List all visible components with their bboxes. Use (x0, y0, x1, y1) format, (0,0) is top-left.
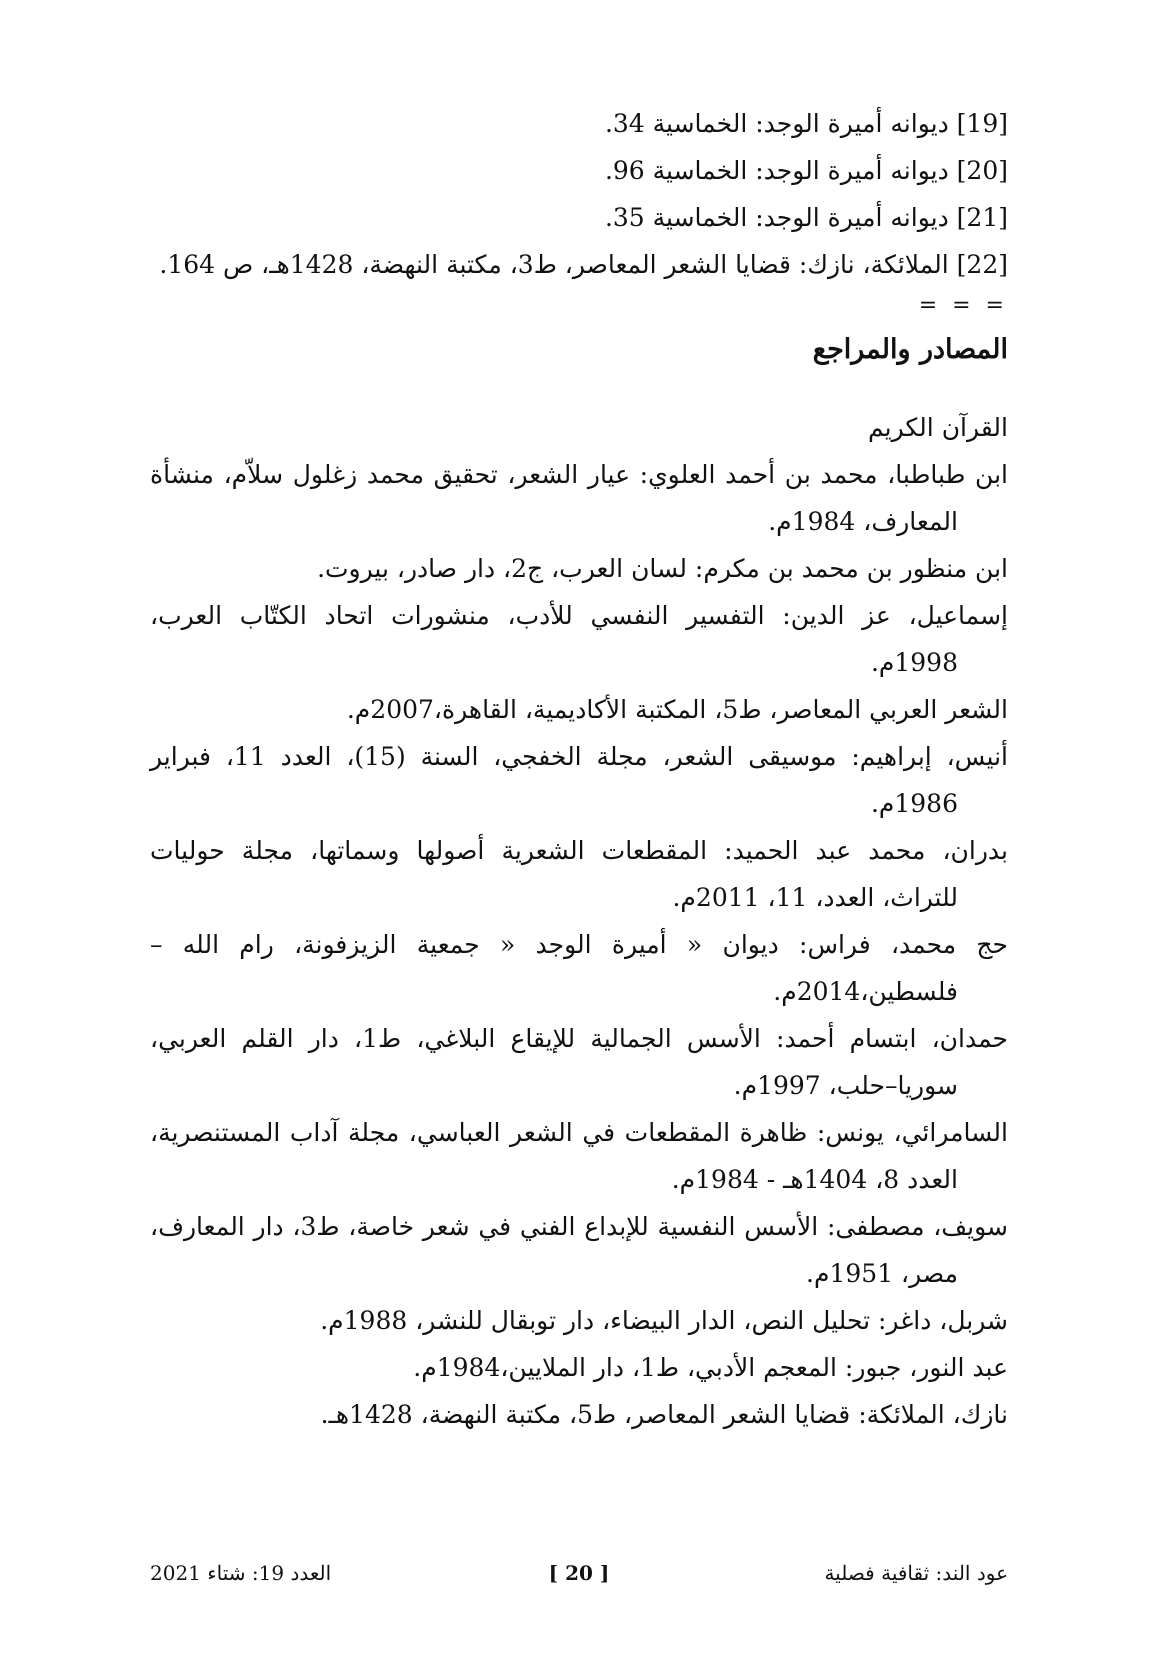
reference-item: عبد النور، جبور: المعجم الأدبي، ط1، دار الملايين،1984م. (413, 1353, 1008, 1382)
endnote-19: [19] ديوانه أميرة الوجد: الخماسية 34. (604, 109, 1008, 138)
footer-journal-name: عود الند: ثقافية فصلية (824, 1561, 1008, 1585)
reference-item: بدران، محمد عبد الحميد: المقطعات الشعرية أصولها وسماتها، مجلة حوليات للتراث، العدد، 11، 2011م. (150, 836, 1008, 912)
endnote-21: [21] ديوانه أميرة الوجد: الخماسية 35. (604, 203, 1008, 232)
reference-item: أنيس، إبراهيم: موسيقى الشعر، مجلة الخفجي، السنة (15)، العدد 11، فبراير 1986م. (150, 742, 1008, 818)
references-list (150, 404, 1008, 1438)
reference-item: نازك، الملائكة: قضايا الشعر المعاصر، ط5، مكتبة النهضة، 1428هـ. (320, 1400, 1008, 1429)
section-title: المصادر والمراجع (812, 334, 1008, 365)
page-footer (150, 1555, 1008, 1591)
reference-item: الشعر العربي المعاصر، ط5، المكتبة الأكاديمية، القاهرة،2007م. (346, 695, 1008, 724)
reference-item: إسماعيل، عز الدين: التفسير النفسي للأدب، منشورات اتحاد الكتّاب العرب، 1998م. (150, 601, 1008, 677)
footer-issue: العدد 19: شتاء 2021 (150, 1561, 332, 1585)
reference-item: حج محمد، فراس: ديوان « أميرة الوجد « جمعية الزيزفونة، رام الله – فلسطين،2014م. (150, 930, 1008, 1006)
footer-page-number: [ 20 ] (548, 1561, 610, 1585)
endnotes (150, 100, 1008, 288)
reference-item: ابن منظور بن محمد بن مكرم: لسان العرب، ج2، دار صادر، بيروت. (317, 554, 1008, 583)
reference-item: سويف، مصطفى: الأسس النفسية للإبداع الفني في شعر خاصة، ط3، دار المعارف، مصر، 1951م. (150, 1212, 1008, 1288)
endnote-22: [22] الملائكة، نازك: قضايا الشعر المعاصر، ط3، مكتبة النهضة، 1428هـ، ص 164. (159, 250, 1008, 279)
reference-item: شربل، داغر: تحليل النص، الدار البيضاء، دار توبقال للنشر، 1988م. (320, 1306, 1008, 1335)
reference-item: السامرائي، يونس: ظاهرة المقطعات في الشعر العباسي، مجلة آداب المستنصرية، العدد 8، 1404هـ - 1984م. (150, 1118, 1008, 1194)
endnote-20: [20] ديوانه أميرة الوجد: الخماسية 96. (604, 156, 1008, 185)
reference-item: القرآن الكريم (867, 413, 1008, 442)
reference-item: حمدان، ابتسام أحمد: الأسس الجمالية للإيقاع البلاغي، ط1، دار القلم العربي، سوريا–حلب، 1997م. (150, 1024, 1008, 1100)
reference-item: ابن طباطبا، محمد بن أحمد العلوي: عيار الشعر، تحقيق محمد زغلول سلاّم، منشأة المعارف، 1984م. (150, 460, 1008, 536)
page-body (150, 100, 1008, 1438)
section-separator: = = = (918, 293, 1008, 318)
